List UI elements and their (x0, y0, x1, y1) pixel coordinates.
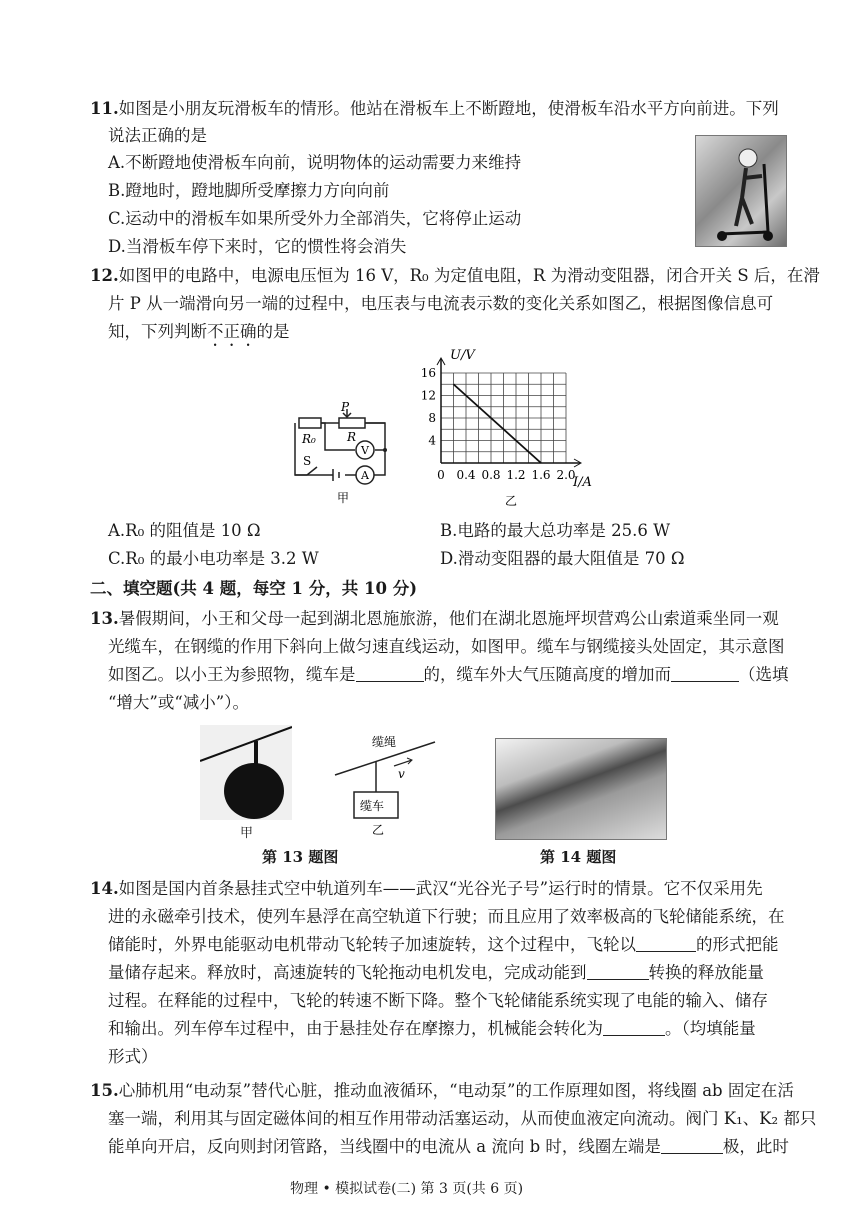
q13-text3c: （选填 (739, 665, 789, 684)
q12-option-a: A.R₀ 的阻值是 10 Ω (108, 521, 261, 540)
circuit-caption: 甲 (337, 491, 350, 505)
q15-text3a: 能单向开启，反向则封闭管路，当线圈中的电流从 a 流向 b 时，线圈左端是 (108, 1137, 661, 1156)
q15-line1 (90, 1080, 794, 1102)
x-axis-label: I/A (573, 475, 592, 490)
q11-line2: 说法正确的是 (108, 126, 207, 145)
q14-text4b: 转换的释放能量 (648, 963, 764, 982)
q12-option-c: C.R₀ 的最小电功率是 3.2 W (108, 549, 319, 568)
y-tick-label: 16 (420, 366, 436, 380)
q13-line3 (108, 664, 789, 686)
q11-line1 (90, 98, 779, 120)
y-tick-label: 8 (428, 411, 436, 425)
scooter-photo (695, 135, 787, 247)
q13-line1 (90, 608, 779, 630)
q15-text3b: 极，此时 (722, 1137, 789, 1156)
q13-number: 13. (90, 609, 119, 628)
ammeter-label: A (361, 469, 369, 482)
q14-text4a: 量储存起来。释放时，高速旋转的飞轮拖动电机发电，完成动能到 (108, 963, 587, 982)
q14-text6b: 。（均填能量 (665, 1019, 756, 1038)
q12-line3 (108, 321, 290, 350)
q15-text1: 心肺机用“电动泵”替代心脏，推动血液循环，“电动泵”的工作原理如图，将线圈 ab 固定在活 (118, 1081, 794, 1100)
q12-line2: 片 P 从一端滑向另一端的过程中，电压表与电流表示数的变化关系如图乙，根据图像信息可 (108, 294, 774, 313)
page-footer: 物理 • 模拟试卷(二) 第 3 页(共 6 页) (290, 1181, 524, 1197)
q14-line6 (108, 1018, 756, 1040)
q11-number: 11. (90, 99, 119, 118)
p-label: P (341, 400, 350, 414)
y-tick-label: 12 (420, 388, 436, 403)
q15-blank1[interactable] (661, 1137, 723, 1154)
series-line (454, 384, 542, 463)
q14-text3b: 的形式把能 (696, 935, 779, 954)
q15-number: 15. (90, 1081, 119, 1100)
q12-line1 (90, 265, 820, 287)
x-tick-label: 1.2 (506, 468, 526, 482)
graph-caption: 乙 (505, 494, 518, 508)
section-title: 二、填空题 (90, 579, 173, 598)
q11-option-c: C.运动中的滑板车如果所受外力全部消失，它将停止运动 (108, 209, 522, 228)
x-tick-label: 1.6 (531, 468, 551, 482)
graph-axes (437, 358, 581, 467)
q14-number: 14. (90, 879, 119, 898)
q13-blank1[interactable] (356, 665, 424, 682)
q14-text3a: 储能时，外界电能驱动电机带动飞轮转子加速旋转，这个过程中，飞轮以 (108, 935, 636, 954)
scooter-figure (696, 136, 786, 246)
voltmeter-label: V (361, 444, 369, 457)
q14-line5: 过程。在释能的过程中，飞轮的转速不断下降。整个飞轮储能系统实现了电能的输入、储存 (108, 991, 768, 1010)
q13-text3a: 如图乙。以小王为参照物，缆车是 (108, 665, 356, 684)
q11-text1: 如图是小朋友玩滑板车的情形。他站在滑板车上不断蹬地，使滑板车沿水平方向前进。下列 (118, 99, 779, 118)
q14-blank2[interactable] (587, 963, 649, 980)
cable-car-photo (200, 725, 292, 820)
q11-option-b: B.蹬地时，蹬地脚所受摩擦力方向向前 (108, 181, 390, 200)
suspended-train-photo (495, 738, 667, 840)
q12-text3c: 的是 (256, 322, 290, 341)
fig13-jia-caption: 甲 (240, 826, 254, 841)
u-i-graph (415, 345, 600, 515)
q12-option-d: D.滑动变阻器的最大阻值是 70 Ω (440, 549, 685, 568)
circuit-diagram (285, 395, 405, 510)
graph-series (454, 384, 542, 463)
q13-line2: 光缆车，在钢缆的作用下斜向上做匀速直线运动，如图甲。缆车与钢缆接头处固定，其示意图 (108, 637, 785, 656)
q14-line2: 进的永磁牵引技术，使列车悬浮在高空轨道下行驶；而且应用了效率极高的飞轮储能系统，在 (108, 907, 785, 926)
s-label: S (303, 454, 312, 468)
q15-line2: 塞一端，利用其与固定磁体间的相互作用带动活塞运动，从而使血液定向流动。阀门 K₁、K₂ 都只 (108, 1109, 817, 1128)
rope-label: 缆绳 (372, 735, 397, 749)
q14-line4 (108, 962, 764, 984)
q14-line1 (90, 878, 763, 900)
r-label: R (347, 430, 357, 444)
q15-line3 (108, 1136, 789, 1158)
q12-text3a: 知，下列判断 (108, 322, 207, 341)
q14-text6a: 和输出。列车停车过程中，由于悬挂处存在摩擦力，机械能会转化为 (108, 1019, 603, 1038)
section-detail: (共 4 题，每空 1 分，共 10 分) (172, 579, 418, 598)
fig14-caption: 第 14 题图 (540, 848, 617, 866)
x-tick-label: 0 (437, 468, 445, 482)
x-tick-label: 0.8 (481, 468, 501, 482)
y-axis-label: U/V (450, 348, 475, 363)
r0-label: R₀ (302, 432, 316, 446)
q12-emphasis: 不正确 (207, 322, 257, 341)
graph-grid (441, 373, 566, 463)
q13-line4: “增大”或“减小”）。 (108, 693, 249, 712)
q14-text1: 如图是国内首条悬挂式空中轨道列车——武汉“光谷光子号”运行时的情景。它不仅采用先 (118, 879, 763, 898)
q13-blank2[interactable] (671, 665, 739, 682)
q12-option-b: B.电路的最大总功率是 25.6 W (440, 521, 671, 540)
q14-line3 (108, 934, 779, 956)
q11-option-d: D.当滑板车停下来时，它的惯性将会消失 (108, 237, 407, 256)
y-tick-label: 4 (428, 433, 436, 448)
q14-blank1[interactable] (636, 935, 696, 952)
q12-number: 12. (90, 266, 119, 285)
q14-line7: 形式） (108, 1047, 158, 1066)
q12-text1: 如图甲的电路中，电源电压恒为 16 V，R₀ 为定值电阻，R 为滑动变阻器，闭合开关 S 后，在滑 (118, 266, 820, 285)
fig13-yi-caption: 乙 (372, 823, 385, 837)
q13-text1: 暑假期间，小王和父母一起到湖北恩施旅游，他们在湖北恩施坪坝营鸡公山索道乘坐同一观 (118, 609, 779, 628)
q11-option-a: A.不断蹬地使滑板车向前，说明物体的运动需要力来维持 (108, 153, 522, 172)
fig13-caption: 第 13 题图 (262, 848, 339, 866)
velocity-label: v (398, 767, 405, 781)
section-heading (90, 578, 417, 600)
q13-text3b: 的，缆车外大气压随高度的增加而 (423, 665, 671, 684)
cable-car-figure (200, 725, 292, 820)
q14-blank3[interactable] (603, 1019, 665, 1036)
x-tick-label: 2.0 (556, 468, 576, 482)
cable-car-schematic (330, 730, 440, 840)
car-label: 缆车 (360, 799, 385, 813)
x-tick-label: 0.4 (456, 468, 476, 482)
